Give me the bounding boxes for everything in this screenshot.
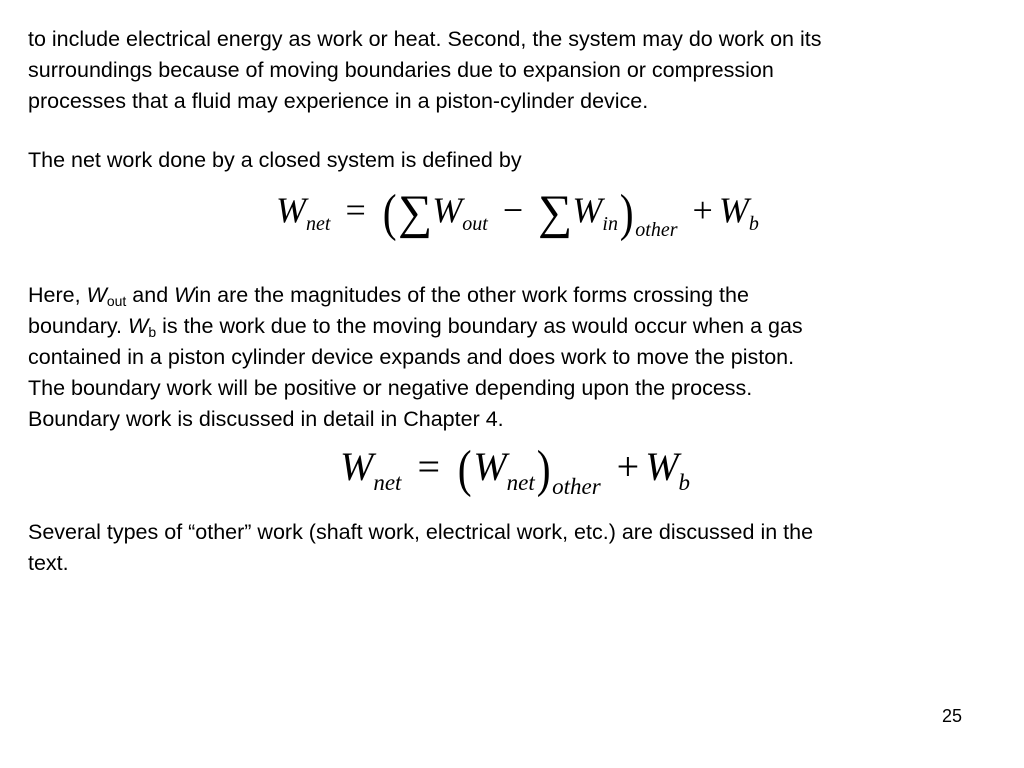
eq-symbol: W [432,190,463,230]
text-fragment: is the work due to the moving boundary as would occur when a gas [156,314,803,338]
text-line: text. [28,551,69,575]
eq-group-subscript: other [552,474,601,499]
eq-plus: + [692,190,713,230]
eq-subscript: net [373,470,402,495]
eq-symbol: W [572,190,603,230]
work-symbol: W [128,314,149,338]
eq-subscript: b [748,213,759,235]
text-line: The boundary work will be positive or negative depending upon the process. [28,376,753,400]
eq-close-paren: ) [536,441,551,498]
simplified-net-work-equation [340,443,690,513]
eq-sum-sign: ∑ [398,186,433,239]
work-subscript: out [106,293,127,309]
eq-symbol: W [340,444,374,489]
eq-equals: = [417,444,440,489]
text-line: processes that a fluid may experience in a piston-cylinder device. [28,89,649,113]
eq-subscript: net [506,470,535,495]
eq-minus: − [502,190,524,230]
work-symbol: W [86,283,107,307]
eq-subscript: out [462,213,488,235]
eq-sum-sign: ∑ [538,186,573,239]
net-work-equation [276,185,759,258]
eq-plus: + [616,444,640,489]
eq-subscript: in [602,213,618,235]
eq-subscript: b [678,470,691,495]
eq-symbol: W [276,190,306,230]
text-line: contained in a piston cylinder device expands and does work to move the piston. [28,345,795,369]
net-work-definition-paragraph [28,145,988,176]
eq-symbol: W [473,444,507,489]
work-symbol: W [174,283,195,307]
text-line: The net work done by a closed system is defined by [28,148,522,172]
text-line [28,311,988,342]
text-line: surroundings because of moving boundaries due to expansion or compression [28,58,774,82]
text-fragment: in are the magnitudes of the other work forms crossing the [194,283,749,307]
eq-open-paren: ( [382,185,397,242]
eq-close-paren: ) [619,185,634,242]
text-fragment: and [126,283,175,307]
eq-subscript: net [306,213,331,235]
page-number: 25 [941,706,962,726]
intro-paragraph [28,24,988,117]
text-line [28,280,988,311]
work-subscript: b [148,324,157,340]
text-fragment: boundary. [28,314,129,338]
eq-symbol: W [645,444,679,489]
explanation-paragraph [28,280,988,435]
text-fragment: Here, [28,283,87,307]
eq-open-paren: ( [457,441,472,498]
text-line: Boundary work is discussed in detail in Chapter 4. [28,407,504,431]
text-line: Several types of “other” work (shaft work, electrical work, etc.) are discussed in the [28,520,814,544]
eq-equals: = [345,190,366,230]
eq-group-subscript: other [635,219,678,241]
text-line: to include electrical energy as work or heat. Second, the system may do work on its [28,27,822,51]
other-work-paragraph [28,517,988,579]
eq-symbol: W [718,190,749,230]
